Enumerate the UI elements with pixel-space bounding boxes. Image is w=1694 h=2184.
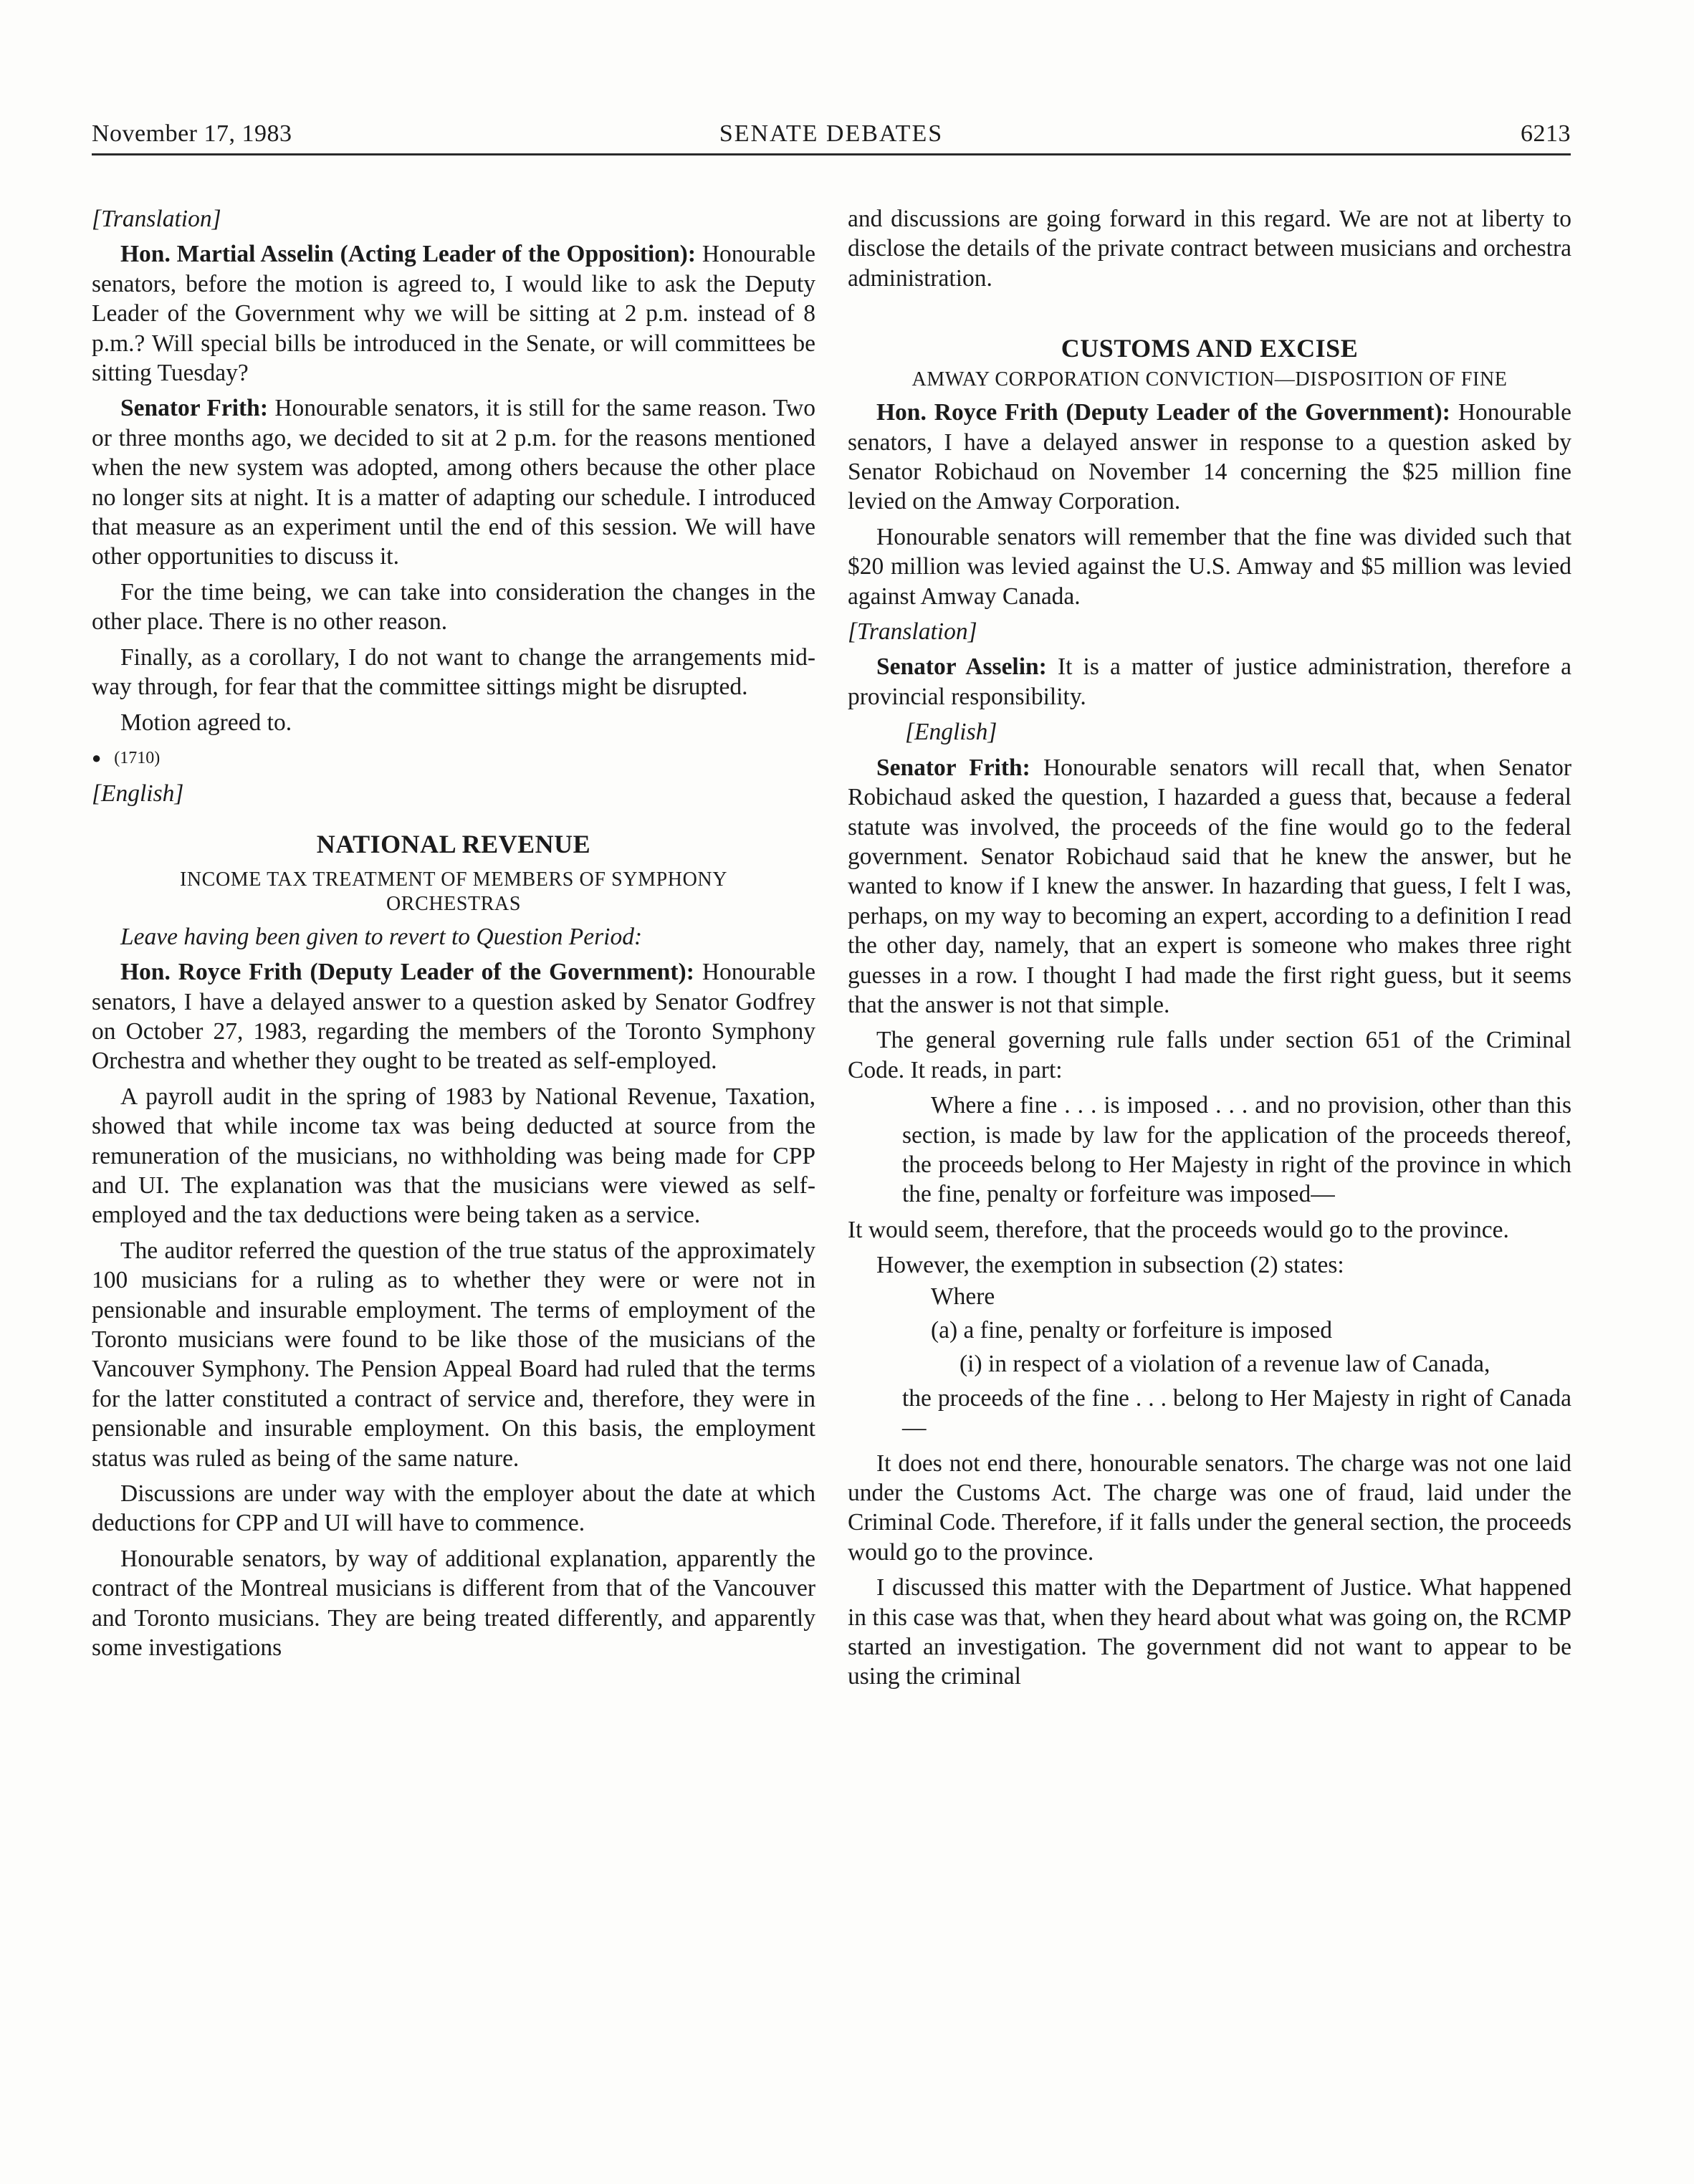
section-heading: CUSTOMS AND EXCISE (1061, 334, 1359, 363)
speech-text: Honourable senators, it is still for the same reason. Two or three months ago, we decided to sit at 2 p.m. for the reasons mentioned when the new system was adopted, among others because the other place no longer sits at night. It is a matter of adapting our schedule. I introduced that measure as an experiment until the end of this session. We will have other opportunities to discuss it. (92, 395, 815, 570)
paragraph (848, 753, 1571, 1020)
left-column (92, 204, 815, 1662)
speech-text: It is a matter of justice administration, therefore a provincial responsibility. (848, 653, 1571, 710)
paragraph: I discussed this matter with the Department of Justice. What happened in this case was that, when they heard about what was going on, the RCMP started an investigation. The government did not want to appear to be using the criminal (848, 1574, 1571, 1690)
paragraph: Discussions are under way with the employer about the date at which deductions for CPP and UI will have to commence. (92, 1480, 815, 1537)
right-column (848, 204, 1571, 1692)
language-tag: [English] (905, 719, 997, 746)
language-tag: [Translation] (92, 206, 221, 232)
paragraph: Honourable senators will remember that the fine was divided such that $20 million was levied against the U.S. Amway and $5 million was levied against Amway Canada. (848, 523, 1571, 610)
paragraph: Honourable senators, by way of additional explanation, apparently the contract of the Montreal musicians is different from that of the Vancouver and Toronto musicians. They are being treated differently, and apparently some investigations (92, 1545, 815, 1662)
time-marker-text: (1710) (114, 748, 161, 767)
paragraph: It does not end there, honourable senators. The charge was not one laid under the Customs Act. The charge was one of fraud, laid under the Criminal Code. Therefore, if it falls under the general section, the proceeds would go to the province. (848, 1450, 1571, 1566)
bullet-icon: ● (92, 748, 102, 767)
quoted-statute-line: the proceeds of the fine . . . belong to Her Majesty in right of Canada— (902, 1384, 1571, 1442)
speech-text: Honourable senators, before the motion is agreed to, I would like to ask the Deputy Leader of the Government why we will be sitting at 2 p.m. instead of 8 p.m.? Will special bills be introduced in the Senate, or will committees be sitting Tuesday? (92, 241, 815, 387)
paragraph (92, 393, 815, 571)
speech-text: Honourable senators, I have a delayed answer to a question asked by Senator Godfrey on October 27, 1983, regarding the members of the Toronto Symphony Orchestra and whether they ought to be treated as self-employed. (92, 959, 815, 1075)
quoted-statute: Where a fine . . . is imposed . . . and no provision, other than this section, is made by law for the application of the proceeds thereof, the proceeds belong to Her Majesty in right of the province in which the fine, penalty or forfeiture was imposed— (902, 1092, 1571, 1208)
speech-text: Honourable senators, I have a delayed answer in response to a question asked by Senator Robichaud on November 14 concerning the $25 million fine levied on the Amway Corporation. (848, 399, 1571, 515)
speech-text: Honourable senators will recall that, when Senator Robichaud asked the question, I hazarded a guess that, because a federal statute was involved, the proceeds of the fine would go to the federal government. Senator Robichaud said that he knew the answer, but he wanted to know if I knew the answer. In hazarding that guess, I felt I was, perhaps, on my way to becoming an expert, according to a definition I read the other day, namely, that an expert is someone who makes three right guesses in a row. I thought I had made the first right guess, but it seems that the answer is not that simple. (848, 754, 1571, 1018)
paragraph: For the time being, we can take into consideration the changes in the other place. There is no other reason. (92, 578, 815, 636)
quoted-statute-line: Where (931, 1283, 995, 1310)
header-date: November 17, 1983 (92, 120, 292, 147)
paragraph: Finally, as a corollary, I do not want to change the arrangements mid-way through, for fear that the committee sittings might be disrupted. (92, 643, 815, 701)
paragraph (92, 957, 815, 1076)
paragraph (848, 398, 1571, 517)
procedural-note: Leave having been given to revert to Question Period: (120, 923, 643, 950)
speaker-name: Hon. Royce Frith (Deputy Leader of the Government): (120, 959, 694, 986)
header-page-number: 6213 (1521, 120, 1571, 147)
section-subheading: AMWAY CORPORATION CONVICTION—DISPOSITION OF FINE (911, 368, 1508, 391)
language-tag: [Translation] (848, 618, 977, 646)
header-rule (92, 153, 1571, 155)
speaker-name: Senator Asselin: (876, 653, 1047, 681)
paragraph: The auditor referred the question of the true status of the approximately 100 musicians for a ruling as to whether they were or were not in pensionable and insurable employment. The terms of employment of the Toronto musicians were found to be like those of the musicians of the Vancouver Symphony. The Pension Appeal Board had ruled that the terms for the latter constituted a contract of service and, therefore, they were in pensionable and insurable employment. On this basis, the employment status was ruled as being of the same nature. (92, 1237, 815, 1472)
quoted-statute-line: (a) a fine, penalty or forfeiture is imposed (931, 1317, 1332, 1344)
speaker-name: Hon. Royce Frith (Deputy Leader of the Government): (876, 399, 1450, 426)
paragraph (92, 239, 815, 388)
speaker-name: Senator Frith: (120, 395, 268, 422)
paragraph: It would seem, therefore, that the proceeds would go to the province. (848, 1216, 1509, 1243)
section-heading: NATIONAL REVENUE (316, 829, 591, 858)
section-subheading: INCOME TAX TREATMENT OF MEMBERS OF SYMPHONY ORCHESTRAS (179, 868, 728, 915)
speaker-name: Senator Frith: (876, 754, 1030, 781)
page-header (92, 120, 1571, 158)
paragraph (848, 652, 1571, 712)
time-marker (92, 743, 815, 773)
paragraph: A payroll audit in the spring of 1983 by National Revenue, Taxation, showed that while income tax was being deducted at source from the remuneration of the musicians, no withholding was being made for CPP and UI. The explanation was that the musicians were viewed as self-employed and the tax deductions were being taken as a service. (92, 1083, 815, 1229)
paragraph: The general governing rule falls under section 651 of the Criminal Code. It reads, in part: (848, 1027, 1571, 1083)
paragraph: and discussions are going forward in this regard. We are not at liberty to disclose the details of the private contract between musicians and orchestra administration. (848, 206, 1571, 292)
paragraph: Motion agreed to. (120, 709, 292, 736)
header-title: SENATE DEBATES (719, 120, 944, 147)
paragraph: However, the exemption in subsection (2) states: (876, 1252, 1344, 1279)
quoted-statute-line: (i) in respect of a violation of a revenue law of Canada, (960, 1351, 1490, 1378)
speaker-name: Hon. Martial Asselin (Acting Leader of the Opposition): (120, 241, 696, 268)
language-tag: [English] (92, 780, 184, 808)
